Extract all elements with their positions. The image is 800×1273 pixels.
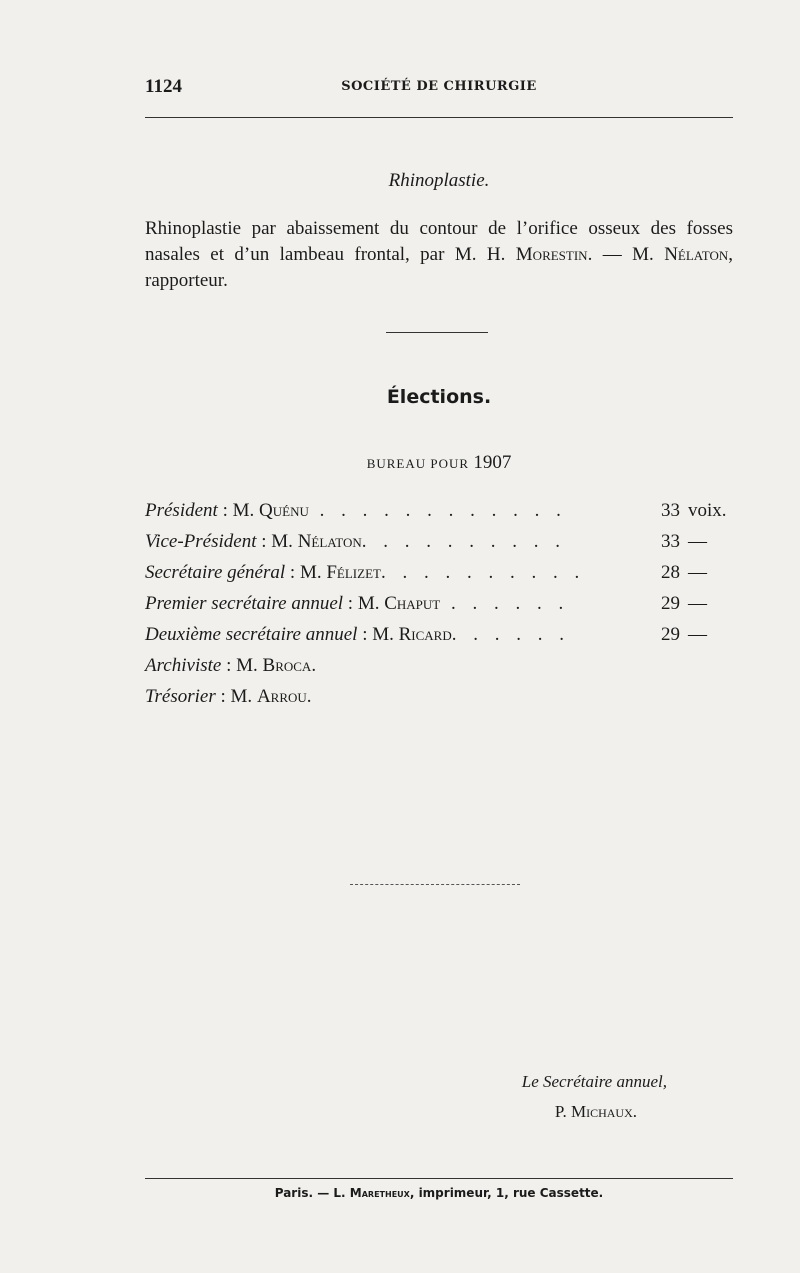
running-head [145, 76, 733, 102]
officer-name: Félizet [326, 562, 381, 583]
officer-sep: : M. [357, 624, 399, 645]
officer-sep: : M. [343, 593, 385, 614]
officer-votes: 33 [661, 500, 680, 521]
officer-end-period: . [311, 655, 317, 676]
officer-row [145, 655, 745, 686]
officer-name: Nélaton [297, 531, 362, 552]
header-rule [145, 117, 733, 118]
officer-role: Deuxième secrétaire annuel [145, 624, 358, 645]
officer-role: Premier secrétaire annuel [145, 593, 344, 614]
officer-name: Broca [262, 655, 312, 676]
officer-role: Trésorier [145, 686, 216, 707]
officer-votes-unit: voix. [688, 500, 727, 521]
officer-votes-unit: — [688, 531, 707, 552]
officer-name: Arrou [256, 686, 307, 707]
officer-name: Chaput [384, 593, 441, 614]
officer-votes: 33 [661, 531, 680, 552]
officers-list [145, 500, 745, 717]
officer-row [145, 531, 745, 562]
officer-row [145, 624, 745, 655]
rhinoplastie-text-3: , rapporteur. [145, 244, 733, 291]
rhinoplastie-rapporteur: Nélaton [664, 244, 729, 265]
officer-role: Secrétaire général [145, 562, 286, 583]
imprint-printer: Maretheux [349, 1186, 410, 1200]
rhinoplastie-text-1: Rhinoplastie par abaissement du contour de l’orifice osseux des fosses nasales et d’un lambeau frontal, par M. H. [145, 218, 733, 265]
footer-rule [145, 1178, 733, 1179]
leader-dots: . . . . . . . . . . [380, 562, 586, 583]
bureau-label: BUREAU POUR [366, 456, 470, 471]
section-title-rhinoplastie: Rhinoplastie. [388, 170, 490, 191]
signature-role: Le Secrétaire annuel, [521, 1072, 667, 1091]
imprint-text-1: Paris. — L. [274, 1186, 350, 1200]
officer-row [145, 562, 745, 593]
officer-name: Quénu [259, 500, 309, 521]
officer-votes: 28 [661, 562, 680, 583]
section-divider [386, 332, 488, 333]
officer-sep: : M. [217, 500, 260, 521]
running-title: SOCIÉTÉ DE CHIRURGIE [341, 79, 537, 94]
end-divider [350, 884, 520, 885]
leader-dots: . . . . . . . . . . . . [308, 500, 567, 521]
leader-dots: . . . . . . [451, 624, 570, 645]
officer-row [145, 686, 745, 717]
signature-name: P. Michaux. [554, 1102, 637, 1121]
officer-votes-unit: — [688, 562, 707, 583]
printer-imprint [145, 1186, 733, 1200]
officer-sep: : M. [285, 562, 327, 583]
officer-row [145, 593, 745, 624]
officer-role: Archiviste [145, 655, 222, 676]
officer-votes: 29 [661, 593, 680, 614]
officer-votes-unit: — [688, 593, 707, 614]
officer-role: Vice-Président [145, 531, 257, 552]
rhinoplastie-author: Morestin [515, 244, 588, 265]
leader-dots: . . . . . . . . . . [361, 531, 566, 552]
leader-dots: . . . . . . [440, 593, 570, 614]
imprint-text-2: , imprimeur, 1, rue Cassette. [409, 1186, 604, 1200]
officer-sep: : M. [256, 531, 298, 552]
officer-sep: : M. [215, 686, 257, 707]
officer-row [145, 500, 745, 531]
officer-votes: 29 [661, 624, 680, 645]
officer-votes-unit: — [688, 624, 707, 645]
officer-end-period: . [306, 686, 312, 707]
bureau-year: 1907 [473, 452, 512, 473]
officer-role: Président [145, 500, 218, 521]
officer-name: Ricard [398, 624, 452, 645]
rhinoplastie-text-2: . — M. [587, 244, 665, 265]
page-number: 1124 [145, 76, 182, 97]
section-title-elections: Élections. [386, 386, 492, 408]
officer-sep: : M. [221, 655, 263, 676]
rhinoplastie-paragraph [145, 216, 733, 294]
bureau-heading [145, 452, 733, 474]
